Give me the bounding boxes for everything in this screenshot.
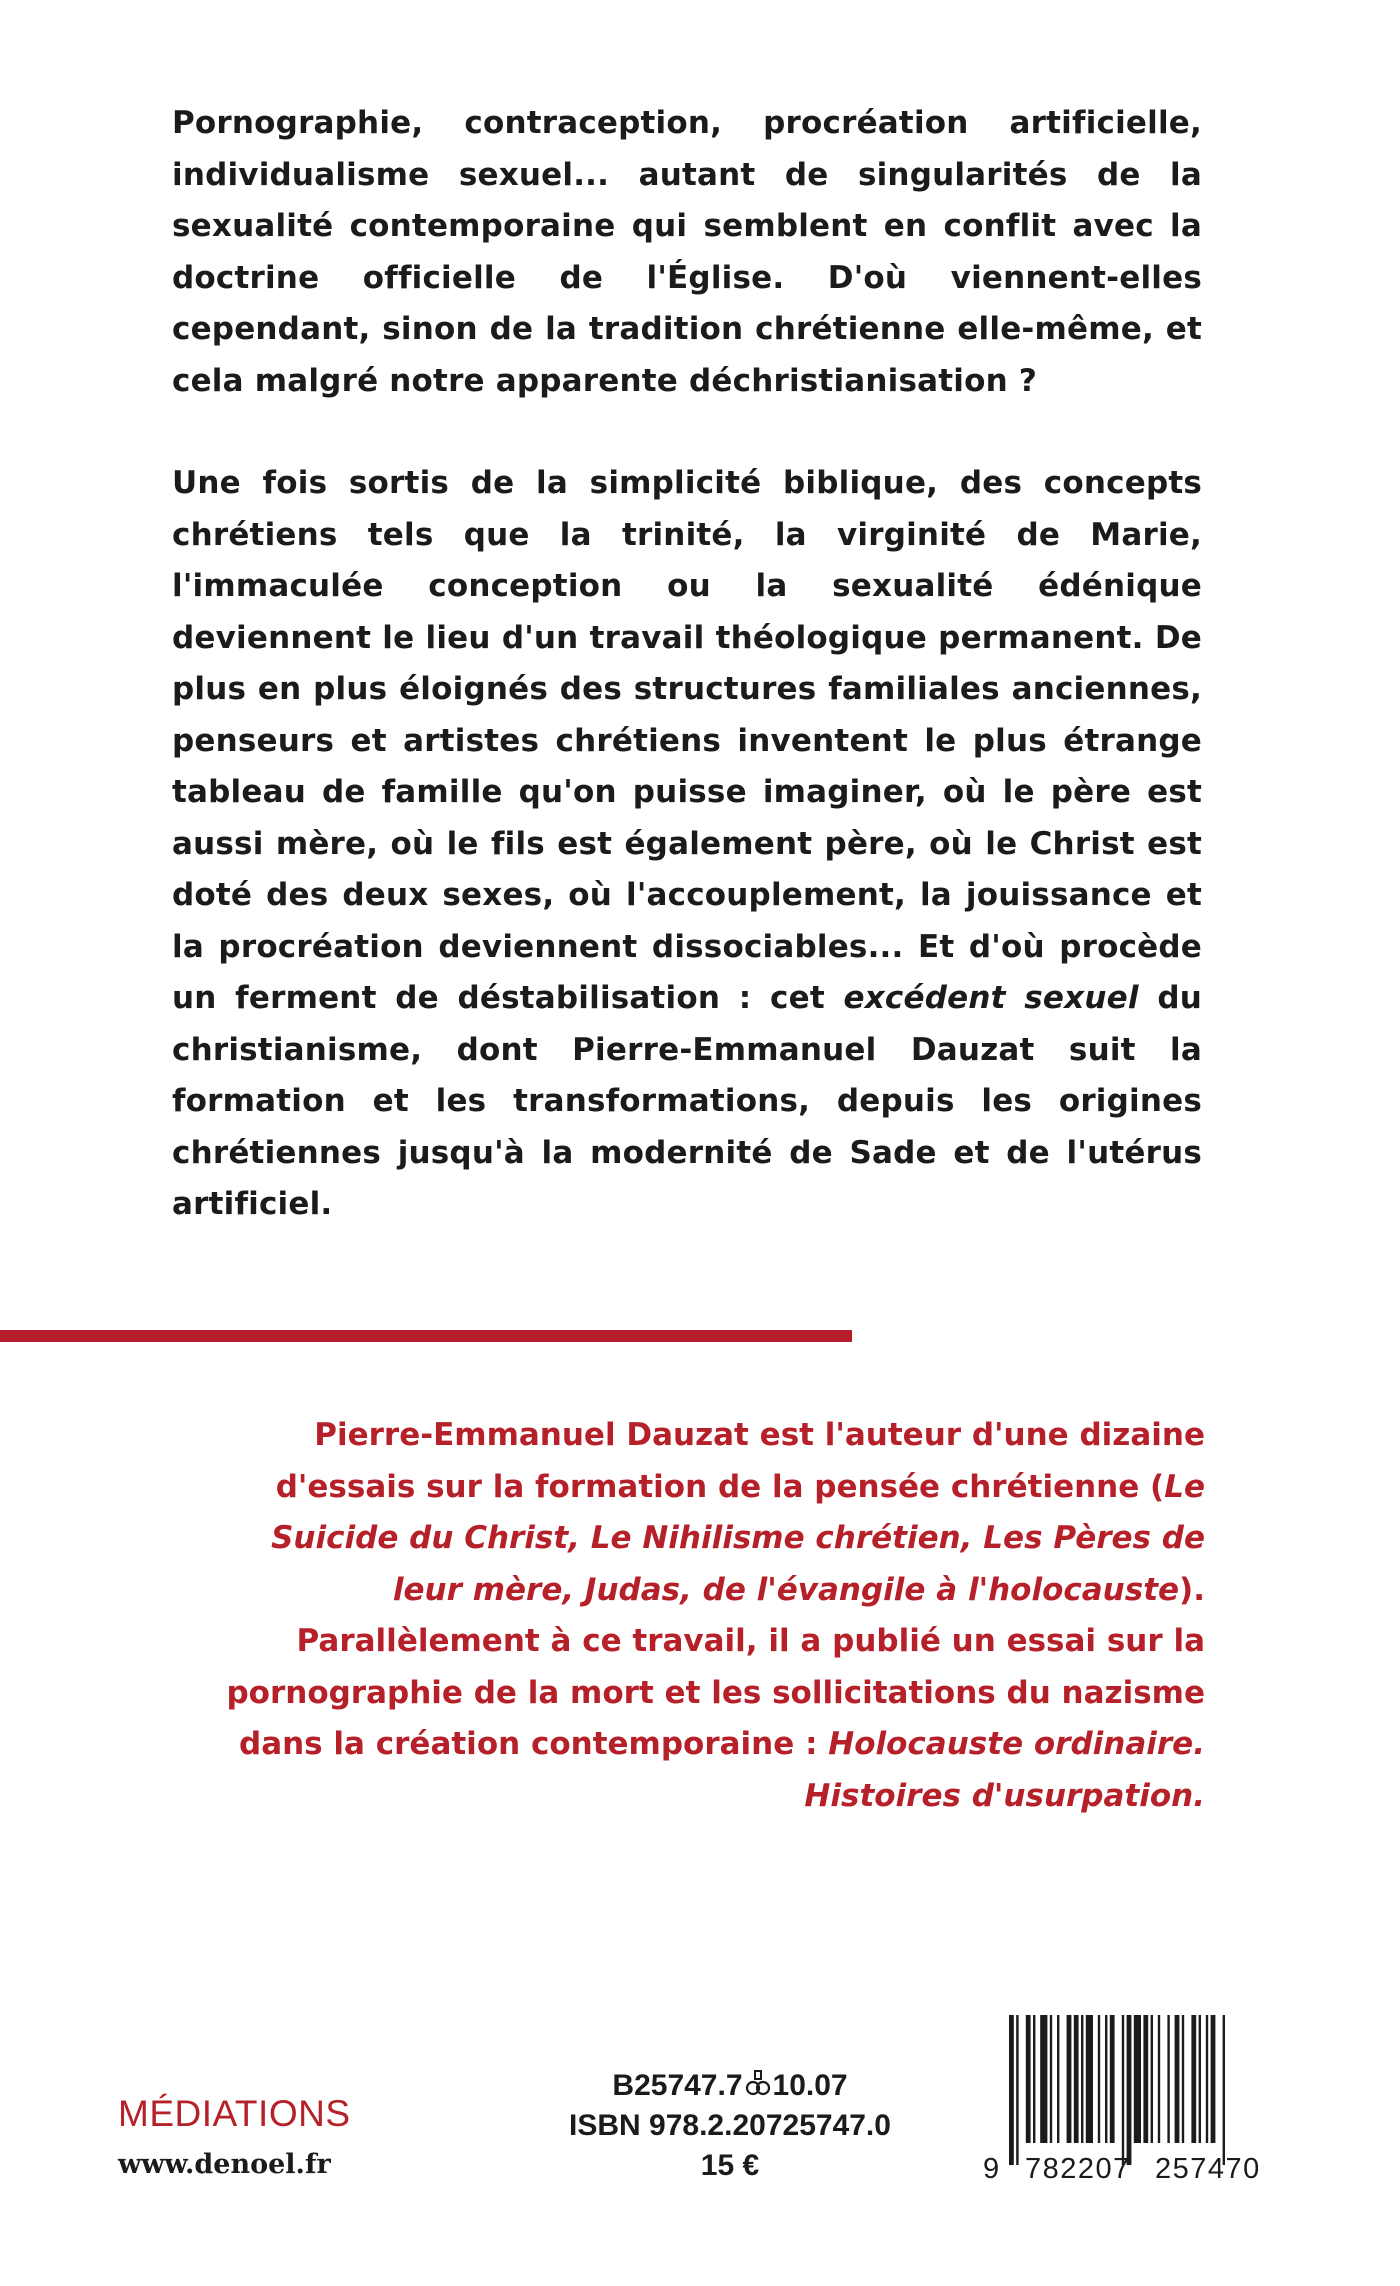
publisher-website: www.denoel.fr bbox=[118, 2149, 331, 2180]
barcode-left-digits: 782207 bbox=[1025, 2153, 1131, 2185]
author-bio-part-b: ). Parallèlement à ce travail, il a publié un essai sur la pornographie de la mort et les sollicitations du nazisme dans la création contemporaine : bbox=[226, 1571, 1205, 1762]
barcode-bar bbox=[1127, 2015, 1132, 2165]
blurb-paragraph-2-part-a: Une fois sortis de la simplicité biblique, des concepts chrétiens tels que la trinité, la virginité de Marie, l'immaculée conception ou la sexualité édénique deviennent le lieu d'un travail théologique permanent. De plus en plus éloignés des structures familiales anciennes, penseurs et artistes chrétiens inventent le plus étrange tableau de famille qu'on puisse imaginer, où le père est aussi mère, où le fils est également père, où le Christ est doté des deux sexes, où l'accouplement, la jouissance et la procréation deviennent dissociables... Et d'où procède un ferment de déstabilisation : cet bbox=[172, 465, 1202, 1016]
barcode-bar bbox=[1143, 2015, 1148, 2143]
blurb-paragraph-1-text: Pornographie, contraception, procréation artificielle, individualisme sexuel... autant de singularités de la sexualité contemporaine qui semblent en conflit avec la doctrine officielle de l'Église. D'où viennent-elles cependant, sinon de la tradition chrétienne elle-même, et cela malgré notre apparente déchristianisation ? bbox=[172, 105, 1202, 399]
barcode-bar bbox=[1158, 2015, 1160, 2143]
barcode-bar bbox=[1026, 2015, 1031, 2143]
barcode-bar bbox=[1182, 2015, 1184, 2143]
ean-barcode bbox=[983, 2015, 1305, 2185]
catalog-code-line bbox=[540, 2066, 920, 2106]
author-bio-part-a: Pierre-Emmanuel Dauzat est l'auteur d'une dizaine d'essais sur la formation de la pensée chrétienne ( bbox=[275, 1417, 1205, 1505]
barcode-bar bbox=[1223, 2015, 1225, 2165]
barcode-bar bbox=[1151, 2015, 1153, 2143]
barcode-bar bbox=[1067, 2015, 1072, 2143]
publisher-imprint bbox=[118, 2093, 351, 2180]
barcode-bar bbox=[1110, 2015, 1115, 2143]
barcode-bar bbox=[1206, 2015, 1208, 2143]
blurb-paragraph-2 bbox=[172, 458, 1202, 1231]
blurb-paragraph-1 bbox=[172, 98, 1202, 407]
author-last-work: Holocauste ordinaire. Histoires d'usurpation. bbox=[804, 1726, 1205, 1814]
blurb-italic-phrase: excédent sexuel bbox=[843, 980, 1139, 1016]
barcode-bar bbox=[1211, 2015, 1216, 2143]
barcode-bar bbox=[1191, 2015, 1196, 2143]
barcode-bar bbox=[1167, 2015, 1169, 2143]
barcode-bar bbox=[1033, 2015, 1035, 2143]
barcode-bar bbox=[1105, 2015, 1107, 2143]
recycle-logo-icon bbox=[743, 2069, 773, 2099]
red-divider-rule bbox=[0, 1330, 852, 1342]
barcode-bar bbox=[1040, 2015, 1047, 2143]
barcode-bar bbox=[1175, 2015, 1180, 2143]
author-biography bbox=[220, 1410, 1205, 1822]
barcode-bar bbox=[1199, 2015, 1201, 2143]
book-price: 15 € bbox=[700, 2149, 760, 2182]
book-references bbox=[540, 2066, 920, 2186]
isbn-number: ISBN 978.2.20725747.0 bbox=[569, 2109, 891, 2142]
author-works-list: Le Suicide du Christ, Le Nihilisme chrétien, Les Pères de leur mère, Judas, de l'évangile à l'holocauste bbox=[271, 1468, 1205, 1608]
barcode-bar bbox=[1122, 2015, 1124, 2165]
barcode-bar bbox=[1086, 2015, 1093, 2143]
barcode-bar bbox=[1074, 2015, 1079, 2143]
collection-name: MÉDIATIONS bbox=[118, 2093, 351, 2134]
barcode-bar bbox=[1009, 2015, 1014, 2165]
barcode-bar bbox=[1016, 2015, 1018, 2165]
barcode-first-digit: 9 bbox=[983, 2153, 1001, 2185]
blurb-paragraph-2-part-b: du christianisme, dont Pierre-Emmanuel Dauzat suit la formation et les transformations, depuis les origines chrétiennes jusqu'à la modernité de Sade et de l'utérus artificiel. bbox=[172, 980, 1203, 1222]
catalog-code-prefix: B25747.7 bbox=[612, 2069, 743, 2102]
catalog-code-suffix: 10.07 bbox=[772, 2069, 848, 2102]
barcode-bars bbox=[1009, 2015, 1303, 2165]
barcode-bar bbox=[1098, 2015, 1100, 2143]
barcode-bar bbox=[1081, 2015, 1083, 2143]
barcode-right-digits: 257470 bbox=[1155, 2153, 1261, 2185]
barcode-bar bbox=[1057, 2015, 1059, 2143]
barcode-bar bbox=[1050, 2015, 1052, 2143]
barcode-bar bbox=[1134, 2015, 1141, 2143]
